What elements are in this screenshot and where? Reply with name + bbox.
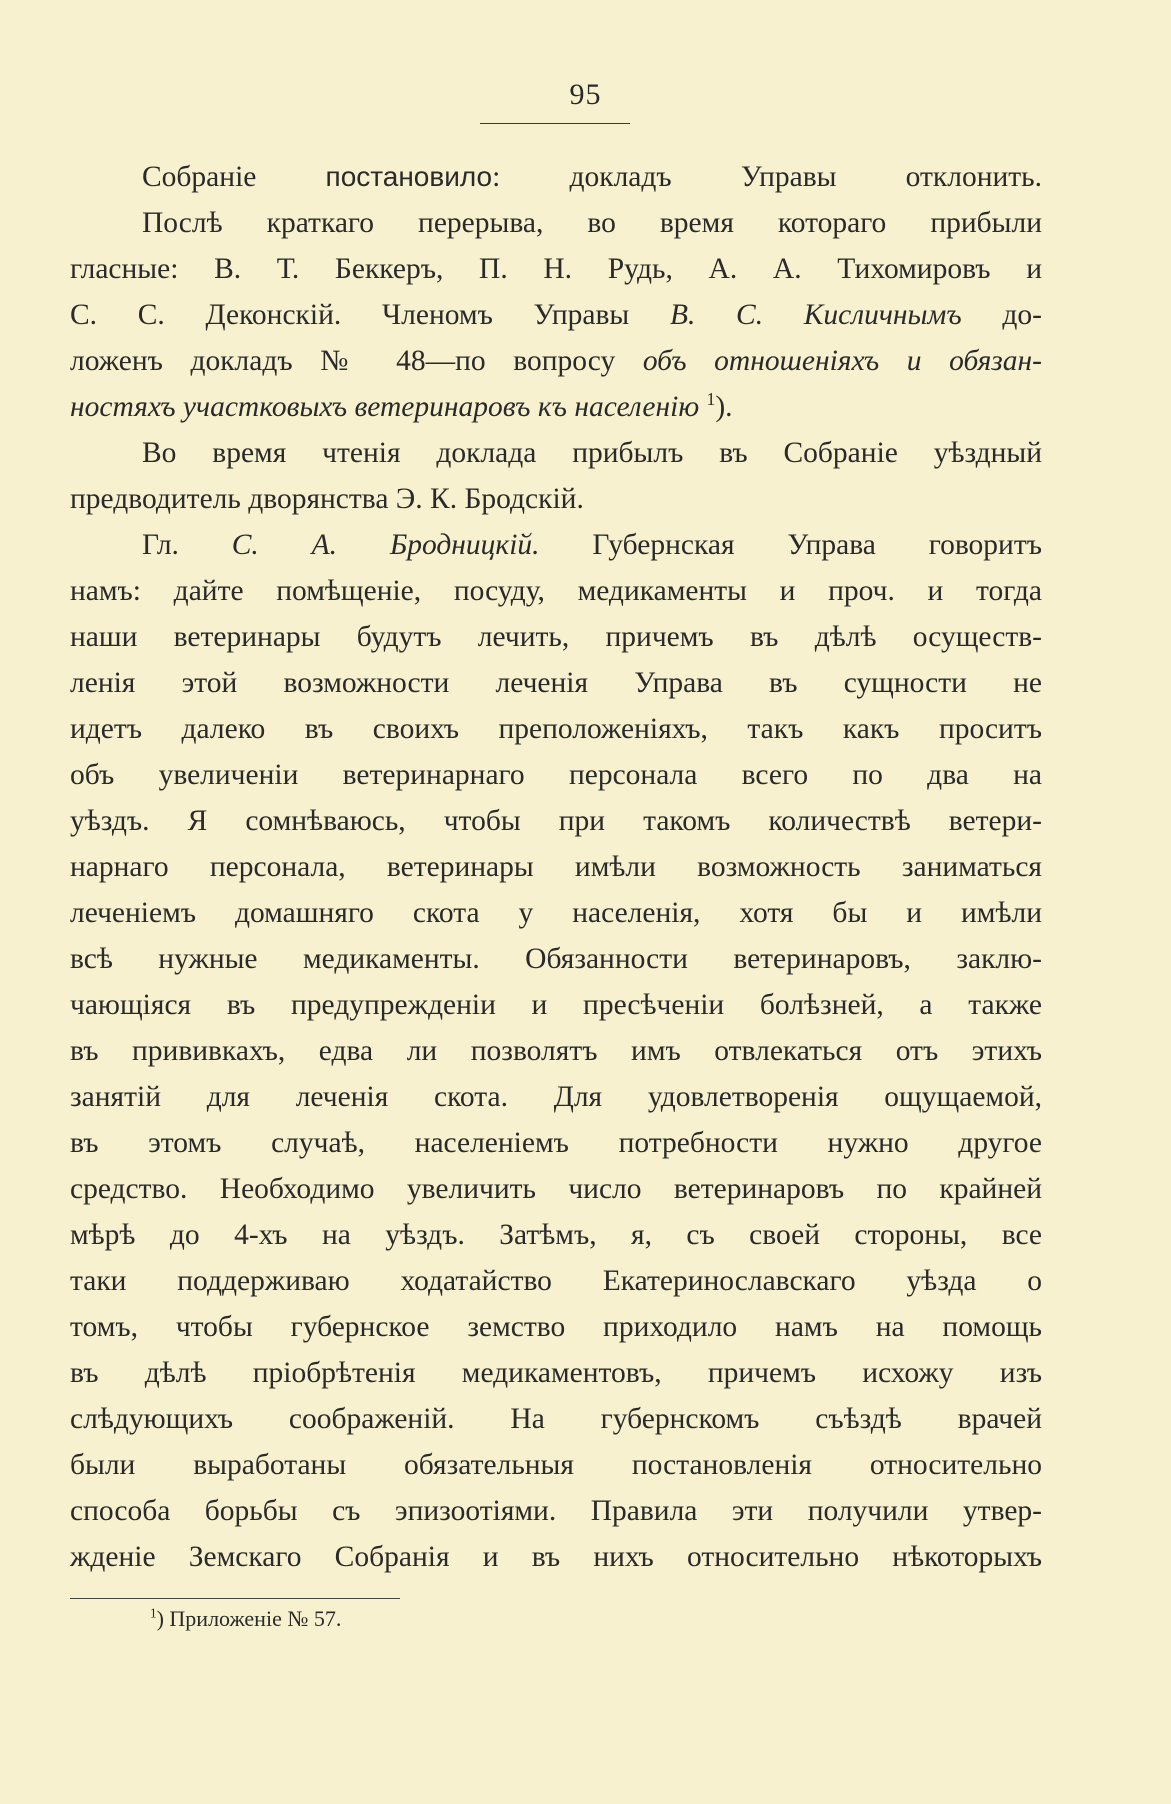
- text-line: идетъ далеко въ своихъ преположеніяхъ, такъ какъ проситъ: [70, 713, 1042, 745]
- text-line: уѣздъ. Я сомнѣваюсь, чтобы при такомъ количествѣ ветери-: [70, 805, 1042, 837]
- text-line: Гл. С. А. Бродницкій. Губернская Управа говоритъ: [142, 529, 1042, 561]
- text-line: наши ветеринары будутъ лечить, причемъ въ дѣлѣ осуществ-: [70, 621, 1042, 653]
- text-line: томъ, чтобы губернское земство приходило намъ на помощь: [70, 1311, 1042, 1343]
- text-line: Собраніе постановило: докладъ Управы отклонить.: [142, 161, 1043, 193]
- text-line: объ увеличеніи ветеринарнаго персонала всего по два на: [70, 759, 1042, 791]
- text-line: въ прививкахъ, едва ли позволятъ имъ отвлекаться отъ этихъ: [70, 1035, 1042, 1067]
- text-line: предводитель дворянства Э. К. Бродскій.: [70, 483, 584, 515]
- body-text: [70, 154, 1042, 1580]
- text-line: ложенъ докладъ № 48—по вопросу объ отношеніяхъ и обязан-: [70, 345, 1043, 377]
- header-rule: [480, 123, 630, 124]
- text-line: въ дѣлѣ пріобрѣтенія медикаментовъ, причемъ исхожу изъ: [70, 1357, 1042, 1389]
- text-line: въ этомъ случаѣ, населеніемъ потребности нужно другое: [70, 1127, 1042, 1159]
- text-line: были выработаны обязательныя постановленія относительно: [70, 1449, 1042, 1481]
- text-line: средство. Необходимо увеличить число ветеринаровъ по крайней: [70, 1173, 1042, 1205]
- text-line: нарнаго персонала, ветеринары имѣли возможность заниматься: [70, 851, 1042, 883]
- footnote-marker: 1: [150, 1605, 157, 1621]
- text-line: способа борьбы съ эпизоотіями. Правила эти получили утвер-: [70, 1495, 1042, 1527]
- text-line: жденіе Земскаго Собранія и въ нихъ относительно нѣкоторыхъ: [70, 1541, 1042, 1573]
- text-line: чающіяся въ предупрежденіи и пресѣченіи болѣзней, а также: [70, 989, 1042, 1021]
- footnote-rule: [70, 1598, 400, 1599]
- text-line: ностяхъ участковыхъ ветеринаровъ къ населенію $^1$).: [70, 389, 733, 423]
- page-number: 95: [569, 78, 602, 111]
- text-line: всѣ нужные медикаменты. Обязанности ветеринаровъ, заклю-: [70, 943, 1042, 975]
- text-line: С. С. Деконскій. Членомъ Управы В. С. Кисличнымъ до-: [70, 299, 1042, 331]
- text-line: гласные: В. Т. Беккеръ, П. Н. Рудь, А. А. Тихомировъ и: [70, 253, 1042, 285]
- footnote-ref: 1: [706, 389, 716, 410]
- text-line: Во время чтенія доклада прибылъ въ Собраніе уѣздный: [142, 437, 1042, 469]
- text-line: слѣдующихъ соображеній. На губернскомъ съѣздѣ врачей: [70, 1403, 1042, 1435]
- text-line: леченіемъ домашняго скота у населенія, хотя бы и имѣли: [70, 897, 1042, 929]
- text-line: Послѣ краткаго перерыва, во время котораго прибыли: [142, 207, 1042, 239]
- footnote-text: ) Приложеніе № 57.: [156, 1606, 342, 1631]
- text-line: занятій для леченія скота. Для удовлетворенія ощущаемой,: [70, 1081, 1042, 1113]
- footnote: [150, 1604, 341, 1634]
- text-line: мѣрѣ до 4-хъ на уѣздъ. Затѣмъ, я, съ своей стороны, все: [70, 1219, 1042, 1251]
- text-line: ленія этой возможности леченія Управа въ сущности не: [70, 667, 1042, 699]
- text-line: намъ: дайте помѣщеніе, посуду, медикаменты и проч. и тогда: [70, 575, 1042, 607]
- text-line: таки поддерживаю ходатайство Екатеринославскаго уѣзда о: [70, 1265, 1042, 1297]
